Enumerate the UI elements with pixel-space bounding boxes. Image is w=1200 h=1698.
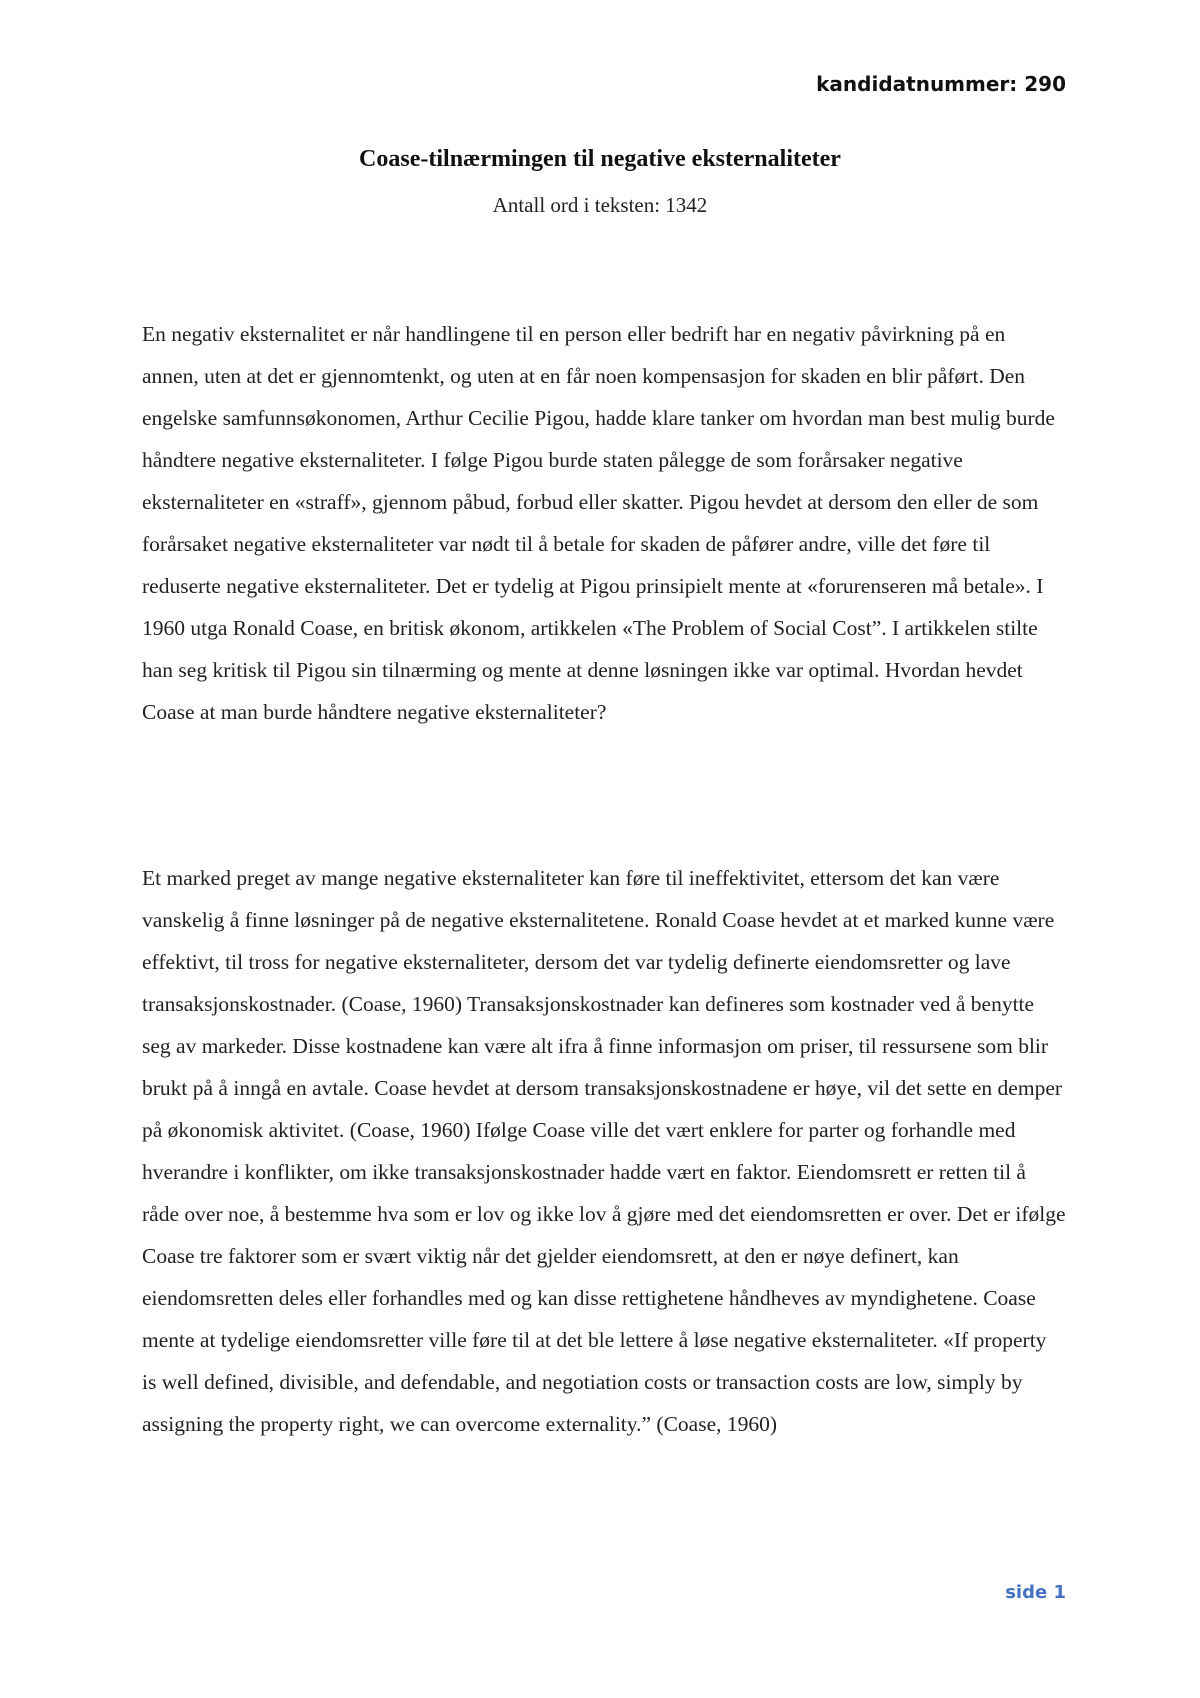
word-count: Antall ord i teksten: 1342	[492, 193, 708, 217]
paragraph-2: Et marked preget av mange negative eksternaliteter kan føre til ineffektivitet, ettersom det kan være vanskelig å finne løsninger på de negative eksternalitetene. Ronald Coase hevdet at et marked kunne være effektivt, til tross for negative eksternaliteter, dersom det var tydelig definerte eiendomsretter og lave transaksjonskostnader. (Coase, 1960) Transaksjonskostnader kan defineres som kostnader ved å benytte seg av markeder. Disse kostnadene kan være alt ifra å finne informasjon om priser, til ressursene som blir brukt på å inngå en avtale. Coase hevdet at dersom transaksjonskostnadene er høye, vil det sette en demper på økonomisk aktivitet. (Coase, 1960) Ifølge Coase ville det vært enklere for parter og forhandle med hverandre i konflikter, om ikke transaksjonskostnader hadde vært en faktor. Eiendomsrett er retten til å råde over noe, å bestemme hva som er lov og ikke lov å gjøre med det eiendomsretten er over. Det er ifølge Coase tre faktorer som er svært viktig når det gjelder eiendomsrett, at den er nøye definert, kan eiendomsretten deles eller forhandles med og kan disse rettighetene håndheves av myndighetene. Coase mente at tydelige eiendomsretter ville føre til at det ble lettere å løse negative eksternaliteter. «If property is well defined, divisible, and defendable, and negotiation costs or transaction costs are low, simply by assigning the property right, we can overcome externality.” (Coase, 1960)	[142, 866, 1066, 1436]
paragraph-1: En negativ eksternalitet er når handlingene til en person eller bedrift har en negativ påvirkning på en annen, uten at det er gjennomtenkt, og uten at en får noen kompensasjon for skaden en blir påført. Den engelske samfunnsøkonomen, Arthur Cecilie Pigou, hadde klare tanker om hvordan man best mulig burde håndtere negative eksternaliteter. I følge Pigou burde staten pålegge de som forårsaker negative eksternaliteter en «straff», gjennom påbud, forbud eller skatter. Pigou hevdet at dersom den eller de som forårsaket negative eksternaliteter var nødt til å betale for skaden de påfører andre, ville det føre til reduserte negative eksternaliteter. Det er tydelig at Pigou prinsipielt mente at «forurenseren må betale». I 1960 utga Ronald Coase, en britisk økonom, artikkelen «The Problem of Social Cost”. I artikkelen stilte han seg kritisk til Pigou sin tilnærming og mente at denne løsningen ikke var optimal. Hvordan hevdet Coase at man burde håndtere negative eksternaliteter?	[142, 322, 1055, 724]
document-title: Coase-tilnærmingen til negative eksternaliteter	[359, 146, 841, 172]
page-number: side 1	[1005, 1582, 1066, 1603]
candidate-number: kandidatnummer: 290	[816, 72, 1066, 96]
